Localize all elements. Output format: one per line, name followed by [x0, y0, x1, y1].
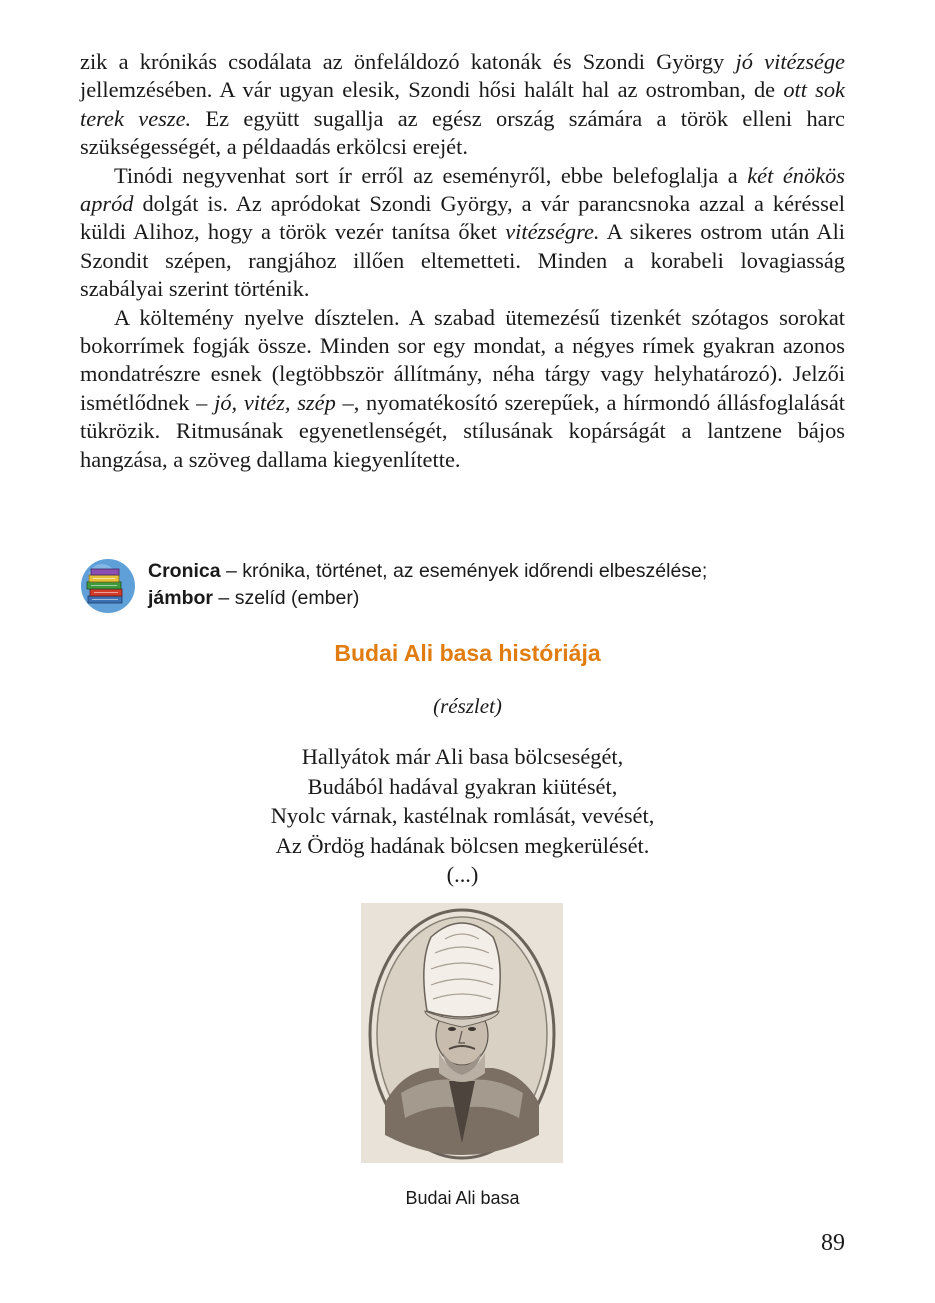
glossary-text	[148, 558, 845, 612]
poem-excerpt	[0, 742, 925, 890]
glossary-box	[80, 558, 845, 618]
poem-subtitle: (részlet)	[433, 694, 502, 718]
portrait-caption: Budai Ali basa	[405, 1188, 520, 1208]
paragraph-1: zik a krónikás csodálata az önfeláldozó katonák és Szondi György jó vitézsége jellemzésében. A vár ugyan elesik, Szondi hősi halált hal az ostromban, de ott sok terek vesze. Ez együtt sugallja az egész ország számára a török elleni harc szükségességét, a példaadás erkölcsi erejét.	[80, 49, 845, 160]
poem-line: Nyolc várnak, kastélnak romlását, vevését,	[270, 803, 655, 828]
glossary-definition-jambor: – szelíd (ember)	[213, 587, 360, 609]
body-text	[80, 48, 845, 474]
poem-line: Hallyátok már Ali basa bölcseségét,	[301, 744, 624, 769]
poem-line: Budából hadával gyakran kiütését,	[307, 773, 618, 799]
glossary-term-jambor: jámbor	[148, 587, 214, 609]
portrait-image	[361, 903, 563, 1163]
poem-title: Budai Ali basa históriája	[334, 640, 601, 666]
glossary-definition-cronica: – krónika, történet, az események időrendi elbeszélése;	[220, 560, 708, 582]
paragraph-2: Tinódi negyvenhat sort ír erről az eseményről, ebbe belefoglalja a két énökös apród dolgát is. Az apródokat Szondi György, a vár parancsnoka azzal a kéréssel küldi Alihoz, hogy a török vezér tanítsa őket vitézségre. A sikeres ostrom után Ali Szondit szépen, rangjához illően eltemetteti. Minden a korabeli lovagiasság szabályai szerint történik.	[80, 162, 846, 302]
books-icon	[80, 558, 136, 614]
poem-line: Az Ördög hadának bölcsen megkerülését.	[275, 832, 650, 858]
poem-ellipsis: (...)	[446, 862, 479, 887]
glossary-term-cronica: Cronica	[148, 560, 221, 582]
paragraph-3: A költemény nyelve dísztelen. A szabad ütemezésű tizenkét szótagos sorokat bokorrímek fogják össze. Minden sor egy mondat, a négyes rímek gyakran azonos mondatrészre esnek (legtöbbször állítmány, néha tárgy vagy helyhatározó). Jelzői ismétlődnek – jó, vitéz, szép –, nyomatékosító szerepűek, a hírmondó állásfoglalását tükrözik. Ritmusának egyenetlenségét, stílusának kopárságát a lantzene bájos hangzása, a szöveg dallama kiegyenlítette.	[80, 304, 845, 472]
page-number: 89	[821, 1230, 845, 1256]
